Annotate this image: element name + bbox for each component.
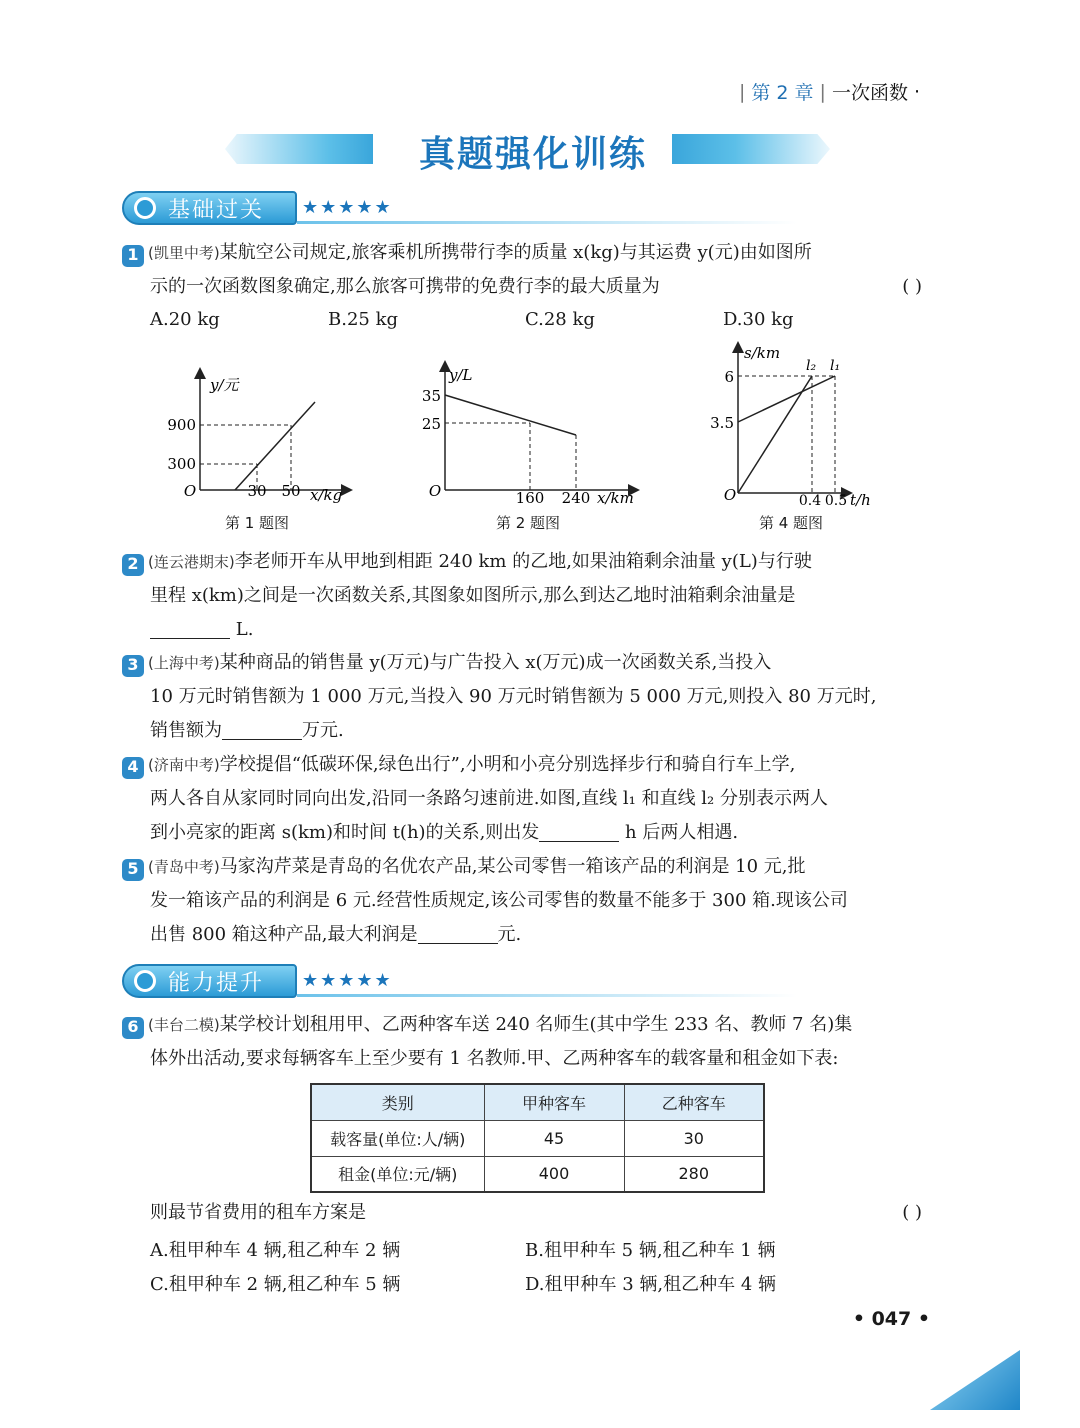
line-l2 (738, 376, 812, 493)
figure-4-graph (700, 338, 880, 510)
x-tick-label: 0.4 (798, 493, 822, 509)
question-text: 销售额为 (150, 720, 222, 741)
question-text: 体外出活动,要求每辆客车上至少要有 1 名教师.甲、乙两种客车的载客量和租金如下表: (150, 1048, 839, 1069)
question-number: 1 (122, 245, 144, 267)
line-l2-label: l₂ (806, 358, 817, 374)
graph-line (445, 395, 576, 435)
question-text: 元. (497, 924, 522, 945)
x-tick-label: 30 (247, 482, 267, 500)
page-title-banner (225, 122, 830, 178)
answer-blank[interactable] (539, 822, 619, 842)
question-number: 4 (122, 757, 144, 779)
question-text: 万元. (302, 720, 344, 741)
title-band-left (225, 134, 373, 164)
x-tick-label: 0.5 (824, 493, 848, 509)
head-dot: · (913, 80, 920, 103)
figure-4-caption: 第 4 题图 (758, 514, 824, 532)
question-6-prompt (150, 1196, 922, 1230)
page-number: • 047 • (852, 1308, 930, 1330)
question-1 (122, 236, 922, 304)
table-row (311, 1120, 764, 1156)
table-cell: 45 (484, 1120, 624, 1156)
difficulty-stars: ★★★★★ (302, 970, 393, 991)
question-2 (122, 545, 922, 647)
table-header: 乙种客车 (624, 1084, 764, 1120)
difficulty-stars: ★★★★★ (302, 197, 393, 218)
question-text: 到小亮家的距离 s(km)和时间 t(h)的关系,则出发 (150, 822, 540, 843)
question-source: (上海中考) (148, 654, 220, 672)
y-axis-label: s/km (744, 344, 781, 362)
y-tick-label: 300 (167, 455, 196, 473)
question-number: 2 (122, 554, 144, 576)
x-axis-label: x/km (597, 489, 634, 507)
circle-icon (134, 197, 156, 219)
question-source: (丰台二模) (148, 1016, 220, 1034)
question-source: (济南中考) (148, 756, 220, 774)
table-cell: 280 (624, 1156, 764, 1192)
section-pill (122, 964, 297, 998)
corner-decoration (930, 1350, 1020, 1410)
section-advanced (122, 964, 802, 1000)
section-label: 基础过关 (168, 197, 265, 223)
page-title: 真题强化训练 (418, 134, 647, 175)
x-tick-label: 50 (281, 482, 301, 500)
question-text: h 后两人相遇. (625, 822, 739, 843)
question-text: 某种商品的销售量 y(万元)与广告投入 x(万元)成一次函数关系,当投入 (219, 652, 772, 673)
question-text: 发一箱该产品的利润是 6 元.经营性质规定,该公司零售的数量不能多于 300 箱.现该公司 (150, 890, 848, 911)
question-text: 里程 x(km)之间是一次函数关系,其图象如图所示,那么到达乙地时油箱剩余油量是 (150, 585, 796, 606)
question-number: 3 (122, 655, 144, 677)
y-tick-label: 6 (724, 368, 734, 386)
table-header: 甲种客车 (484, 1084, 624, 1120)
y-tick-label: 3.5 (710, 414, 734, 432)
option-a: A.租甲种车 4 辆,租乙种车 2 辆 (150, 1240, 401, 1261)
option-a: A.20 kg (150, 309, 220, 330)
question-number: 5 (122, 859, 144, 881)
table-cell: 载客量(单位:人/辆) (311, 1120, 484, 1156)
question-text: 出售 800 箱这种产品,最大利润是 (150, 924, 418, 945)
section-basic (122, 191, 802, 227)
answer-blank[interactable] (150, 619, 230, 639)
question-text: 李老师开车从甲地到相距 240 km 的乙地,如果油箱剩余油量 y(L)与行驶 (234, 551, 812, 572)
origin-label: O (183, 482, 197, 500)
answer-paren: ( ) (902, 276, 922, 297)
option-b: B.25 kg (328, 309, 399, 330)
title-band-right (672, 134, 830, 164)
section-rule (297, 994, 797, 997)
question-text: 10 万元时销售额为 1 000 万元,当投入 90 万元时销售额为 5 000 万元,则投入 80 万元时, (150, 686, 877, 707)
question-3 (122, 646, 922, 748)
figure-1 (160, 360, 360, 510)
question-text: 两人各自从家同时同向出发,沿同一条路匀速前进.如图,直线 l₁ 和直线 l₂ 分别表示两人 (150, 788, 828, 809)
answer-blank[interactable] (418, 924, 498, 944)
table-row (311, 1156, 764, 1192)
question-text: 某航空公司规定,旅客乘机所携带行李的质量 x(kg)与其运费 y(元)由如图所 (219, 242, 812, 263)
line-l1-label: l₁ (830, 358, 841, 374)
x-axis-label: x/kg (310, 486, 343, 504)
x-tick-label: 240 (561, 489, 591, 507)
table-cell: 租金(单位:元/辆) (311, 1156, 484, 1192)
question-number: 6 (122, 1017, 144, 1039)
table-cell: 30 (624, 1120, 764, 1156)
bus-rental-table (310, 1083, 765, 1193)
circle-icon (134, 970, 156, 992)
section-rule (297, 221, 797, 224)
question-text: 学校提倡“低碳环保,绿色出行”,小明和小亮分别选择步行和骑自行车上学, (219, 754, 796, 775)
running-head: | 第 2 章 | 一次函数 · (739, 78, 920, 105)
figure-1-caption: 第 1 题图 (224, 514, 290, 532)
figure-2-graph (405, 355, 645, 510)
question-text: 则最节省费用的租车方案是 (150, 1202, 366, 1223)
y-tick-label: 900 (167, 416, 196, 434)
question-source: (青岛中考) (148, 858, 220, 876)
y-axis-label: y/L (449, 366, 473, 384)
answer-paren: ( ) (902, 1202, 922, 1223)
section-label: 能力提升 (168, 970, 265, 996)
y-tick-label: 35 (421, 387, 441, 405)
origin-label: O (428, 482, 442, 500)
x-axis-label: t/h (850, 491, 871, 509)
question-text: 示的一次函数图象确定,那么旅客可携带的免费行李的最大质量为 (150, 276, 660, 297)
question-source: (凯里中考) (148, 244, 220, 262)
question-source: (连云港期末) (148, 553, 235, 571)
x-tick-label: 160 (515, 489, 545, 507)
section-pill (122, 191, 297, 225)
figure-1-graph (160, 360, 360, 510)
question-text: L. (235, 619, 254, 640)
y-tick-label: 25 (421, 415, 441, 433)
q6-options (150, 1236, 810, 1306)
question-4 (122, 748, 922, 850)
figure-2-caption: 第 2 题图 (495, 514, 561, 532)
chapter-label: 第 2 章 (751, 82, 814, 104)
question-text: 马家沟芹菜是青岛的名优农产品,某公司零售一箱该产品的利润是 10 元,批 (219, 856, 806, 877)
table-header-row (311, 1084, 764, 1120)
option-c: C.28 kg (525, 309, 595, 330)
question-5 (122, 850, 922, 952)
option-d: D.30 kg (723, 309, 794, 330)
answer-blank[interactable] (222, 720, 302, 740)
figure-2 (405, 355, 645, 510)
question-text: 某学校计划租用甲、乙两种客车送 240 名师生(其中学生 233 名、教师 7 名)集 (219, 1014, 853, 1035)
chapter-topic: 一次函数 (831, 82, 908, 104)
option-c: C.租甲种车 2 辆,租乙种车 5 辆 (150, 1274, 401, 1295)
graph-line (235, 402, 315, 490)
figure-4 (700, 338, 880, 510)
origin-label: O (723, 486, 737, 504)
question-6 (122, 1008, 922, 1076)
y-axis-label: y/元 (210, 376, 239, 394)
option-b: B.租甲种车 5 辆,租乙种车 1 辆 (525, 1240, 776, 1261)
table-cell: 400 (484, 1156, 624, 1192)
option-d: D.租甲种车 3 辆,租乙种车 4 辆 (525, 1274, 777, 1295)
table-header: 类别 (311, 1084, 484, 1120)
